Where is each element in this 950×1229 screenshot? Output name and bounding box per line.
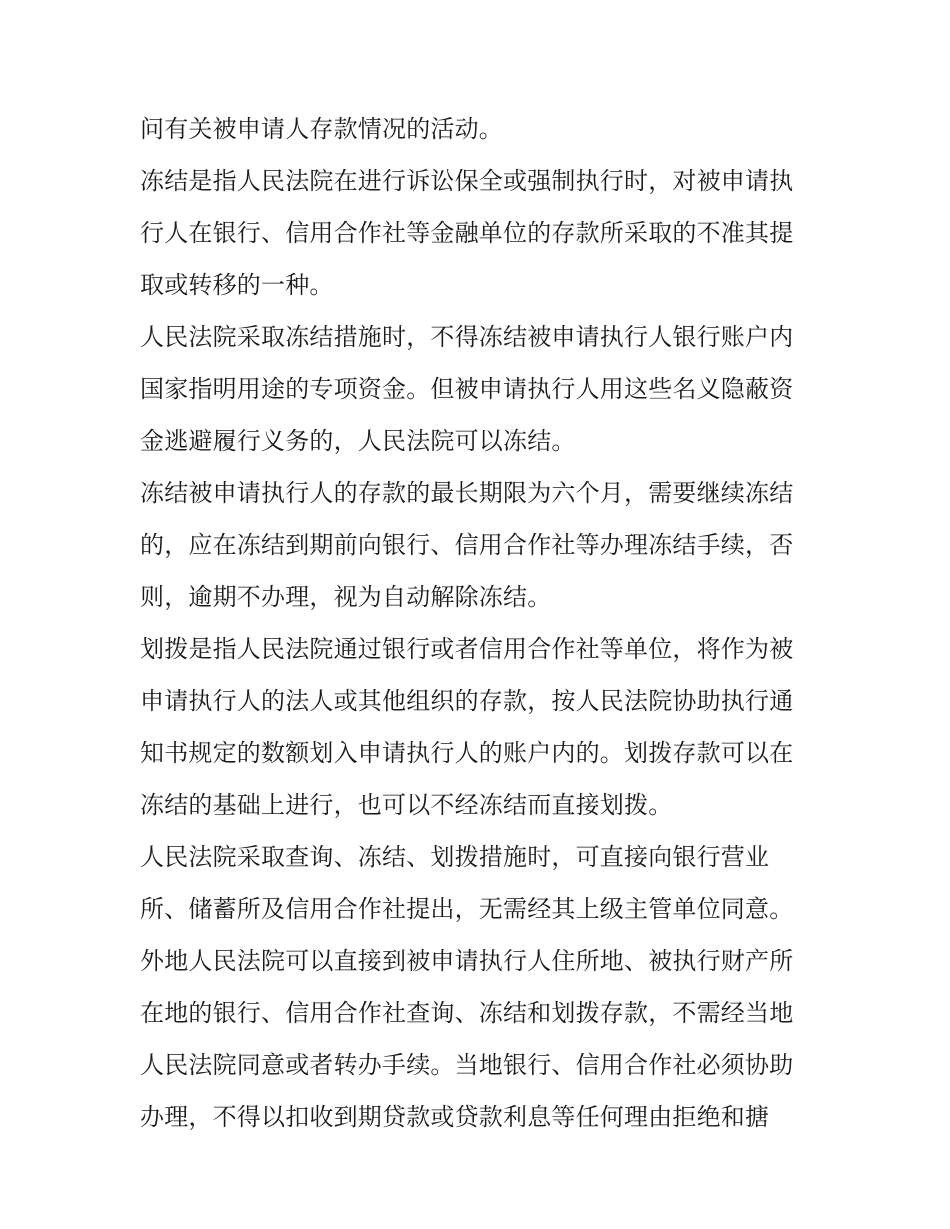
text-line: 外地人民法院可以直接到被申请执行人住所地、被执行财产所 bbox=[140, 947, 794, 975]
text-line: 则，逾期不办理，视为自动解除冻结。 bbox=[140, 583, 552, 611]
text-line: 人民法院采取查询、冻结、划拨措施时，可直接向银行营业 bbox=[140, 843, 770, 871]
text-line: 取或转移的一种。 bbox=[140, 271, 334, 299]
text-line: 所、储蓄所及信用合作社提出，无需经其上级主管单位同意。 bbox=[140, 895, 794, 923]
text-line: 办理，不得以扣收到期贷款或贷款利息等任何理由拒绝和搪 bbox=[140, 1103, 770, 1131]
text-line: 人民法院采取冻结措施时，不得冻结被申请执行人银行账户内 bbox=[140, 323, 794, 351]
text-line: 冻结的基础上进行，也可以不经冻结而直接划拨。 bbox=[140, 791, 673, 819]
text-line: 行人在银行、信用合作社等金融单位的存款所采取的不准其提 bbox=[140, 219, 794, 247]
text-line: 的，应在冻结到期前向银行、信用合作社等办理冻结手续，否 bbox=[140, 531, 794, 559]
text-line: 在地的银行、信用合作社查询、冻结和划拨存款，不需经当地 bbox=[140, 999, 794, 1027]
text-line: 申请执行人的法人或其他组织的存款，按人民法院协助执行通 bbox=[140, 687, 794, 715]
document-page bbox=[140, 103, 820, 1143]
text-line: 冻结被申请执行人的存款的最长期限为六个月，需要继续冻结 bbox=[140, 479, 794, 507]
text-line: 国家指明用途的专项资金。但被申请执行人用这些名义隐蔽资 bbox=[140, 375, 794, 403]
text-line: 问有关被申请人存款情况的活动。 bbox=[140, 115, 503, 143]
text-line: 冻结是指人民法院在进行诉讼保全或强制执行时，对被申请执 bbox=[140, 167, 794, 195]
text-line: 知书规定的数额划入申请执行人的账户内的。划拨存款可以在 bbox=[140, 739, 794, 767]
text-line: 划拨是指人民法院通过银行或者信用合作社等单位，将作为被 bbox=[140, 635, 794, 663]
text-line: 人民法院同意或者转办手续。当地银行、信用合作社必须协助 bbox=[140, 1051, 794, 1079]
text-line: 金逃避履行义务的，人民法院可以冻结。 bbox=[140, 427, 576, 455]
